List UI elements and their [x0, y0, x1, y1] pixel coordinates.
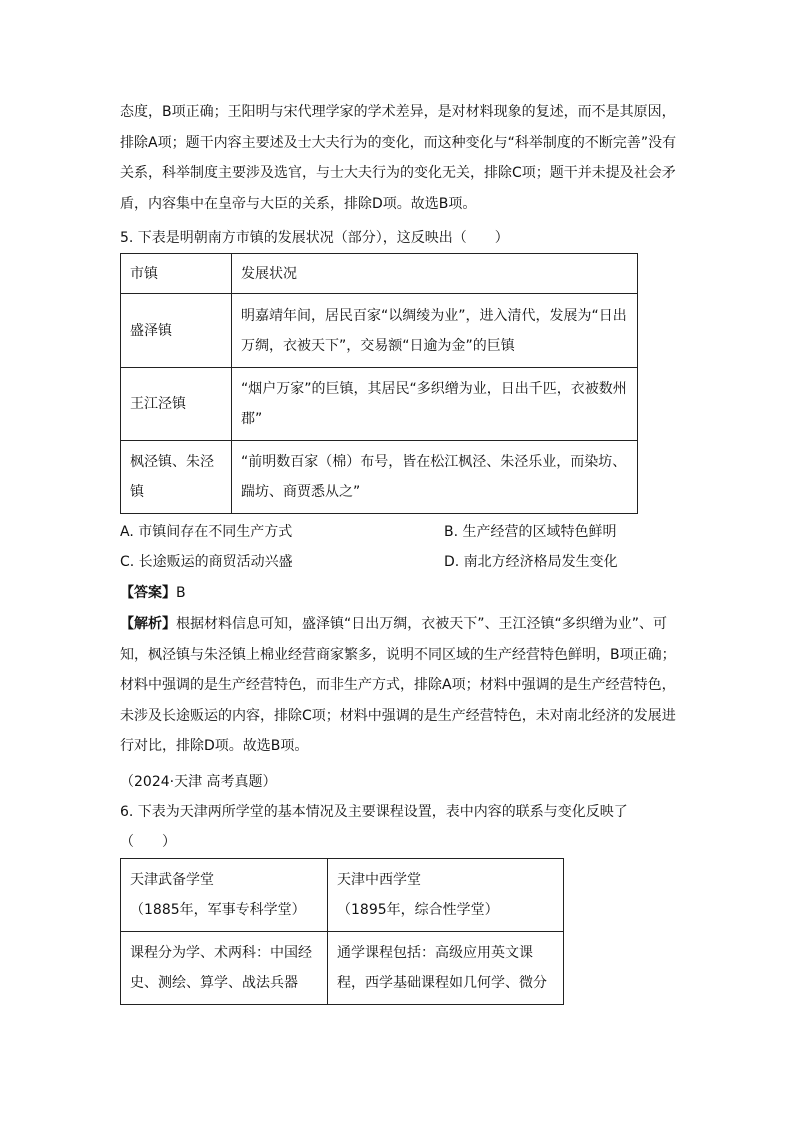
option-b: B. 生产经营的区域特色鲜明: [444, 524, 617, 540]
analysis-text: 根据材料信息可知，盛泽镇“日出万绸，衣被天下”、王江泾镇“多织缯为业”、可知，枫泾镇与朱泾镇上棉业经营商家繁多，说明不同区域的生产经营特色鲜明，B项正确；材料中强调的是生产经营特色，而非生产方式，排除A项；材料中强调的是生产经营特色，未涉及长途贩运的内容，排除C项；材料中强调的是生产经营特色，未对南北经济的发展进行对比，排除D项。故选B项。: [120, 616, 676, 755]
school-note: （1895年，综合性学堂）: [337, 902, 499, 918]
table-header-row: [121, 254, 638, 294]
source-tag: （2024·天津 高考真题）: [120, 774, 277, 790]
intro-paragraph: 态度，B项正确；王阳明与宋代理学家的学术差异，是对材料现象的复述，而不是其原因，排除A项；题干内容主要述及士大夫行为的变化，而这种变化与“科举制度的不断完善”没有关系，科举制度主要涉及选官，与士大夫行为的变化无关，排除C项；题干并未提及社会矛盾，内容集中在皇帝与大臣的关系，排除D项。故选B项。: [120, 104, 677, 212]
school-name: 天津中西学堂: [337, 872, 421, 888]
curriculum-cell: 通学课程包括：高级应用英文课程，西学基础课程如几何学、微分: [328, 932, 564, 1005]
table-header-cell: 发展状况: [232, 254, 638, 294]
table-header-row: [121, 859, 564, 932]
answer-value: B: [176, 585, 186, 601]
option-a: A. 市镇间存在不同生产方式: [120, 524, 293, 540]
analysis-paragraph: [120, 609, 680, 762]
option-d: D. 南北方经济格局发生变化: [444, 554, 618, 570]
q6-stem-line1: 6. 下表为天津两所学堂的基本情况及主要课程设置，表中内容的联系与变化反映了: [120, 804, 628, 820]
curriculum-cell: 课程分为学、术两科：中国经史、测绘、算学、战法兵器: [121, 932, 328, 1005]
school-name: 天津武备学堂: [130, 872, 214, 888]
school-cell-wubei: [121, 859, 328, 932]
table-cell-status: “前明数百家（棉）布号，皆在松江枫泾、朱泾乐业，而染坊、踹坊、商贾悉从之”: [232, 441, 638, 514]
table-row: [121, 368, 638, 441]
table-header-cell: 市镇: [121, 254, 232, 294]
answer-label: 【答案】: [120, 585, 176, 601]
table-cell-town: 王江泾镇: [121, 368, 232, 441]
option-c: C. 长途贩运的商贸活动兴盛: [120, 554, 293, 570]
q5-stem: 5. 下表是明朝南方市镇的发展状况（部分），这反映出（ ）: [120, 230, 509, 246]
answer-line: [120, 583, 186, 603]
table-row: [121, 294, 638, 368]
table-cell-status: 明嘉靖年间，居民百家“以绸绫为业”，进入清代，发展为“日出万绸，衣被天下”，交易额“日逾为金”的巨镇: [232, 294, 638, 368]
school-note: （1885年，军事专科学堂）: [130, 902, 306, 918]
school-cell-zhongxi: [328, 859, 564, 932]
table-row: [121, 932, 564, 1005]
table-cell-town: 盛泽镇: [121, 294, 232, 368]
q6-stem-line2: （ ）: [120, 834, 176, 850]
table-row: [121, 441, 638, 514]
analysis-label: 【解析】: [120, 616, 176, 632]
table-cell-town: 枫泾镇、朱泾镇: [121, 441, 232, 514]
q6-table: [120, 858, 564, 1005]
table-cell-status: “烟户万家”的巨镇，其居民“多织缯为业，日出千匹，衣被数州郡”: [232, 368, 638, 441]
q5-table: [120, 253, 638, 514]
